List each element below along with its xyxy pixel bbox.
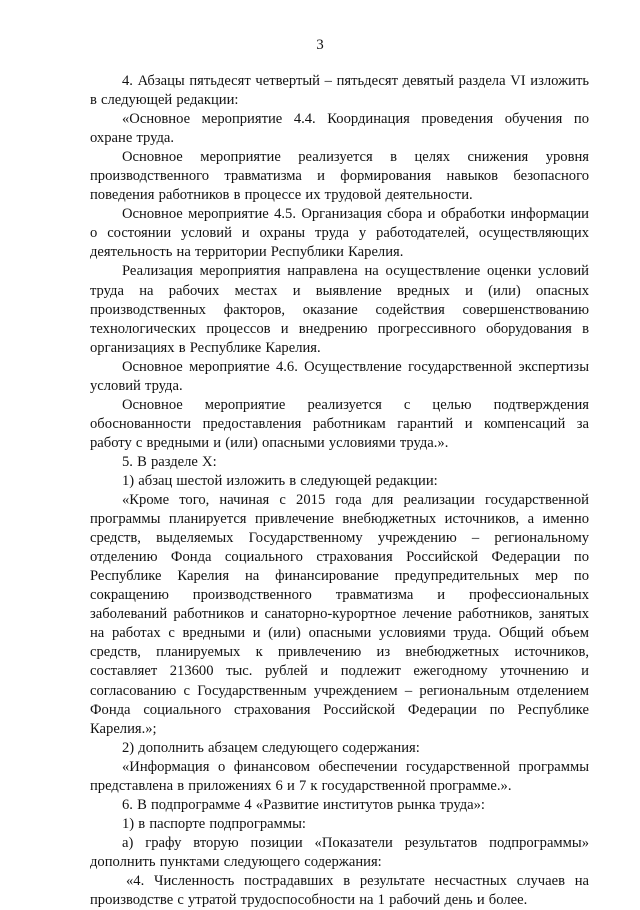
- paragraph-13: 6. В подпрограмме 4 «Развитие институтов рынка труда»:: [122, 796, 485, 813]
- paragraph-14: 1) в паспорте подпрограммы:: [122, 815, 306, 832]
- paragraph-4: Основное мероприятие 4.5. Организация сбора и обработки информации о состоянии условий и охраны труда у работодателей, осуществляющих деятельность на территории Республики Карелия.: [90, 206, 589, 261]
- paragraph-11: 2) дополнить абзацем следующего содержания:: [122, 739, 420, 756]
- paragraph-8: 5. В разделе X:: [122, 453, 217, 470]
- paragraph-3: Основное мероприятие реализуется в целях снижения уровня производственного травматизма и формирования навыков безопасного поведения работников в процессе их трудовой деятельности.: [90, 149, 589, 204]
- paragraph-12: «Информация о финансовом обеспечении государственной программы представлена в приложениях 6 и 7 к государственной программе.».: [90, 758, 589, 794]
- paragraph-16: «4. Численность пострадавших в результате несчастных случаев на производстве с утратой трудоспособности на 1 рабочий день и более.: [90, 872, 589, 909]
- paragraph-9: 1) абзац шестой изложить в следующей редакции:: [122, 472, 438, 489]
- paragraph-7: Основное мероприятие реализуется с целью подтверждения обоснованности предоставления работникам гарантий и компенсаций за работу с вредными и (или) опасными условиями труда.».: [90, 396, 589, 451]
- paragraph-15: а) графу вторую позиции «Показатели результатов подпрограммы» дополнить пунктами следующего содержания:: [90, 834, 589, 870]
- page-number: 3: [316, 37, 324, 53]
- paragraph-10: «Кроме того, начиная с 2015 года для реализации государственной программы планируется привлечение внебюджетных источников, а именно средств, выделяемых Государственному учреждению – региональному отделению Фонда социального страхования Российской Федерации по Республике Карелия на финансирование предупредительных мер по сокращению производственного травматизма и профессиональных заболеваний работников и санаторно-курортное лечение работников, занятых на работах с вредными и (или) опасными условиями труда. Общий объем средств, планируемых к привлечению из внебюджетных источников, составляет 213600 тыс. рублей и подлежит ежегодному уточнению и согласованию с Государственным учреждением – региональным отделением Фонда социального страхования Российской Федерации по Республике Карелия.»;: [90, 492, 589, 737]
- paragraph-6: Основное мероприятие 4.6. Осуществление государственной экспертизы условий труда.: [90, 358, 589, 394]
- paragraph-2: «Основное мероприятие 4.4. Координация проведения обучения по охране труда.: [90, 111, 589, 147]
- document-body: [90, 72, 589, 910]
- paragraph-1: 4. Абзацы пятьдесят четвертый – пятьдесят девятый раздела VI изложить в следующей редакции:: [90, 73, 589, 109]
- paragraph-5: Реализация мероприятия направлена на осуществление оценки условий труда на рабочих местах и выявление вредных и (или) опасных производственных факторов, оказание содействия совершенствованию технологических процессов и внедрению прогрессивного оборудования в организациях в Республике Карелия.: [90, 263, 589, 356]
